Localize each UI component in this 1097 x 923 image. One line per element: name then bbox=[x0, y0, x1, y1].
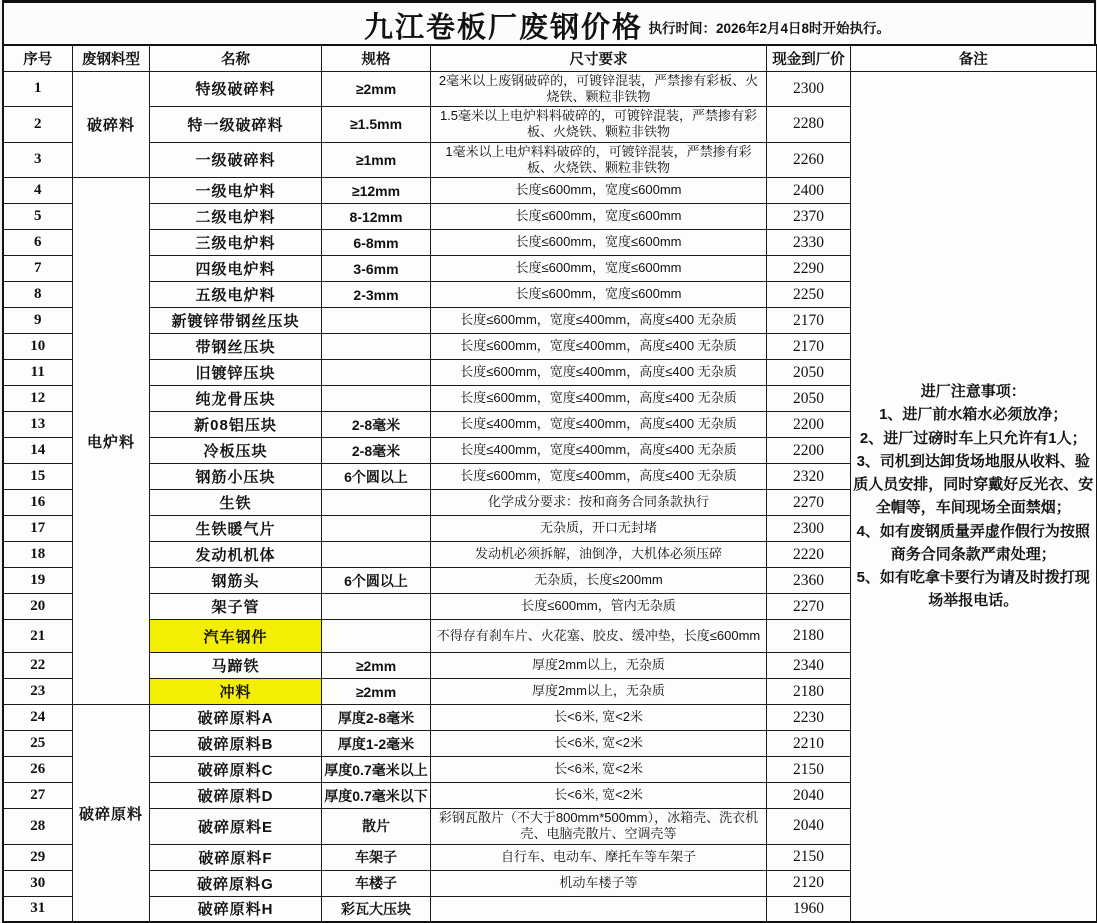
col-header-size: 尺寸要求 bbox=[431, 45, 767, 71]
price-table bbox=[2, 44, 1097, 923]
col-header-remark: 备注 bbox=[851, 45, 1097, 71]
material-name-cell: 纯龙骨压块 bbox=[150, 386, 322, 412]
spec-cell: 3-6mm bbox=[322, 256, 431, 282]
material-name-cell: 新镀锌带钢丝压块 bbox=[150, 308, 322, 334]
col-header-type: 废钢料型 bbox=[73, 45, 150, 71]
price-cell: 2220 bbox=[767, 542, 851, 568]
material-name-cell: 破碎原料B bbox=[150, 731, 322, 757]
price-cell: 2120 bbox=[767, 870, 851, 896]
size-requirement-cell: 长<6米, 宽<2米 bbox=[431, 731, 767, 757]
row-number-cell: 10 bbox=[3, 334, 73, 360]
material-name-cell: 二级电炉料 bbox=[150, 204, 322, 230]
spec-cell: 车楼子 bbox=[322, 870, 431, 896]
row-number-cell: 2 bbox=[3, 107, 73, 143]
size-requirement-cell: 长度≤600mm，管内无杂质 bbox=[431, 594, 767, 620]
remark-item: 2、进厂过磅时车上只允许有1人； bbox=[853, 427, 1094, 450]
material-name-cell: 破碎原料G bbox=[150, 870, 322, 896]
price-cell: 2210 bbox=[767, 731, 851, 757]
price-cell: 2400 bbox=[767, 178, 851, 204]
spec-cell: 8-12mm bbox=[322, 204, 431, 230]
spec-cell: 2-8毫米 bbox=[322, 438, 431, 464]
material-name-cell: 钢筋头 bbox=[150, 568, 322, 594]
row-number-cell: 22 bbox=[3, 653, 73, 679]
price-cell: 2330 bbox=[767, 230, 851, 256]
spec-cell: 6个圆以上 bbox=[322, 464, 431, 490]
row-number-cell: 13 bbox=[3, 412, 73, 438]
material-name-cell: 架子管 bbox=[150, 594, 322, 620]
row-number-cell: 26 bbox=[3, 757, 73, 783]
price-cell: 2360 bbox=[767, 568, 851, 594]
material-name-cell: 发动机机体 bbox=[150, 542, 322, 568]
spec-cell bbox=[322, 542, 431, 568]
title-bar bbox=[2, 3, 1096, 44]
row-number-cell: 11 bbox=[3, 360, 73, 386]
spec-cell bbox=[322, 386, 431, 412]
spec-cell: 2-8毫米 bbox=[322, 412, 431, 438]
spec-cell: ≥12mm bbox=[322, 178, 431, 204]
price-cell: 2170 bbox=[767, 308, 851, 334]
page-title: 九江卷板厂废钢价格 bbox=[344, 5, 664, 46]
price-cell: 2260 bbox=[767, 142, 851, 178]
spec-cell bbox=[322, 620, 431, 653]
price-cell: 2280 bbox=[767, 107, 851, 143]
material-name-cell: 破碎原料H bbox=[150, 896, 322, 922]
size-requirement-cell: 长<6米, 宽<2米 bbox=[431, 705, 767, 731]
material-name-cell: 特一级破碎料 bbox=[150, 107, 322, 143]
remarks-cell bbox=[851, 71, 1097, 922]
price-cell: 2050 bbox=[767, 386, 851, 412]
size-requirement-cell: 长度≤600mm，宽度≤400mm，高度≤400 无杂质 bbox=[431, 308, 767, 334]
size-requirement-cell: 2毫米以上废钢破碎的，可镀锌混装，严禁掺有彩板、火烧铁、颗粒非铁物 bbox=[431, 71, 767, 107]
header-row bbox=[3, 45, 1097, 71]
spec-cell: 6-8mm bbox=[322, 230, 431, 256]
size-requirement-cell: 1.5毫米以上电炉料料破碎的，可镀锌混装，严禁掺有彩板、火烧铁、颗粒非铁物 bbox=[431, 107, 767, 143]
row-number-cell: 20 bbox=[3, 594, 73, 620]
size-requirement-cell: 长度≤400mm，宽度≤400mm，高度≤400 无杂质 bbox=[431, 438, 767, 464]
size-requirement-cell: 长<6米, 宽<2米 bbox=[431, 783, 767, 809]
remark-item: 3、司机到达卸货场地服从收料、验质人员安排，同时穿戴好反光衣、安全帽等，车间现场全面禁烟； bbox=[853, 450, 1094, 520]
size-requirement-cell: 1毫米以上电炉料料破碎的，可镀锌混装，严禁掺有彩板、火烧铁、颗粒非铁物 bbox=[431, 142, 767, 178]
col-header-no: 序号 bbox=[3, 45, 73, 71]
material-name-cell: 旧镀锌压块 bbox=[150, 360, 322, 386]
spec-cell: 厚度2-8毫米 bbox=[322, 705, 431, 731]
row-number-cell: 4 bbox=[3, 178, 73, 204]
row-number-cell: 31 bbox=[3, 896, 73, 922]
material-name-cell: 三级电炉料 bbox=[150, 230, 322, 256]
material-name-cell: 破碎原料A bbox=[150, 705, 322, 731]
row-number-cell: 21 bbox=[3, 620, 73, 653]
row-number-cell: 28 bbox=[3, 809, 73, 845]
row-number-cell: 1 bbox=[3, 71, 73, 107]
price-cell: 2290 bbox=[767, 256, 851, 282]
material-name-cell: 一级电炉料 bbox=[150, 178, 322, 204]
row-number-cell: 8 bbox=[3, 282, 73, 308]
spec-cell: 厚度0.7毫米以下 bbox=[322, 783, 431, 809]
row-number-cell: 27 bbox=[3, 783, 73, 809]
row-number-cell: 14 bbox=[3, 438, 73, 464]
row-number-cell: 18 bbox=[3, 542, 73, 568]
row-number-cell: 15 bbox=[3, 464, 73, 490]
remarks-text bbox=[853, 380, 1094, 613]
row-number-cell: 17 bbox=[3, 516, 73, 542]
size-requirement-cell: 自行车、电动车、摩托车等车架子 bbox=[431, 844, 767, 870]
row-number-cell: 5 bbox=[3, 204, 73, 230]
material-name-cell: 破碎原料E bbox=[150, 809, 322, 845]
remark-item: 1、进厂前水箱水必须放净； bbox=[853, 403, 1094, 426]
spec-cell: ≥2mm bbox=[322, 71, 431, 107]
size-requirement-cell: 化学成分要求：按和商务合同条款执行 bbox=[431, 490, 767, 516]
material-name-cell: 冲料 bbox=[150, 679, 322, 705]
material-name-cell: 汽车钢件 bbox=[150, 620, 322, 653]
spec-cell: 车架子 bbox=[322, 844, 431, 870]
spec-cell: 2-3mm bbox=[322, 282, 431, 308]
material-name-cell: 五级电炉料 bbox=[150, 282, 322, 308]
material-name-cell: 破碎原料C bbox=[150, 757, 322, 783]
size-requirement-cell: 机动车楼子等 bbox=[431, 870, 767, 896]
price-cell: 2370 bbox=[767, 204, 851, 230]
table-row bbox=[3, 71, 1097, 107]
spec-cell bbox=[322, 360, 431, 386]
price-cell: 2040 bbox=[767, 783, 851, 809]
size-requirement-cell: 无杂质，长度≤200mm bbox=[431, 568, 767, 594]
price-cell: 2270 bbox=[767, 490, 851, 516]
spec-cell bbox=[322, 490, 431, 516]
material-name-cell: 钢筋小压块 bbox=[150, 464, 322, 490]
material-name-cell: 带钢丝压块 bbox=[150, 334, 322, 360]
remark-item: 5、如有吃拿卡要行为请及时拨打现场举报电话。 bbox=[853, 566, 1094, 613]
size-requirement-cell: 彩钢瓦散片（不大于800mm*500mm），冰箱壳、洗衣机壳、电脑壳散片、空调壳等 bbox=[431, 809, 767, 845]
price-cell: 1960 bbox=[767, 896, 851, 922]
scrap-type-group-cell: 破碎料 bbox=[73, 71, 150, 178]
price-cell: 2200 bbox=[767, 438, 851, 464]
size-requirement-cell: 不得存有刹车片、火花塞、胶皮、缓冲垫，长度≤600mm bbox=[431, 620, 767, 653]
size-requirement-cell: 长度≤600mm，宽度≤400mm，高度≤400 无杂质 bbox=[431, 360, 767, 386]
row-number-cell: 7 bbox=[3, 256, 73, 282]
size-requirement-cell: 发动机必须拆解，油倒净，大机体必须压碎 bbox=[431, 542, 767, 568]
spec-cell: 厚度1-2毫米 bbox=[322, 731, 431, 757]
size-requirement-cell: 长度≤600mm，宽度≤600mm bbox=[431, 178, 767, 204]
price-cell: 2170 bbox=[767, 334, 851, 360]
material-name-cell: 特级破碎料 bbox=[150, 71, 322, 107]
size-requirement-cell: 长度≤600mm，宽度≤600mm bbox=[431, 204, 767, 230]
row-number-cell: 16 bbox=[3, 490, 73, 516]
size-requirement-cell: 长度≤600mm，宽度≤400mm，高度≤400 无杂质 bbox=[431, 464, 767, 490]
price-cell: 2270 bbox=[767, 594, 851, 620]
size-requirement-cell: 长度≤600mm，宽度≤600mm bbox=[431, 282, 767, 308]
spec-cell: 厚度0.7毫米以上 bbox=[322, 757, 431, 783]
scrap-type-group-cell: 破碎原料 bbox=[73, 705, 150, 923]
row-number-cell: 9 bbox=[3, 308, 73, 334]
price-cell: 2150 bbox=[767, 757, 851, 783]
size-requirement-cell: 厚度2mm以上，无杂质 bbox=[431, 653, 767, 679]
row-number-cell: 30 bbox=[3, 870, 73, 896]
col-header-spec: 规格 bbox=[322, 45, 431, 71]
material-name-cell: 新08铝压块 bbox=[150, 412, 322, 438]
remark-item: 4、如有废钢质量弄虚作假行为按照商务合同条款严肃处理； bbox=[853, 520, 1094, 567]
price-cell: 2230 bbox=[767, 705, 851, 731]
row-number-cell: 19 bbox=[3, 568, 73, 594]
price-cell: 2150 bbox=[767, 844, 851, 870]
spec-cell bbox=[322, 334, 431, 360]
price-sheet-page bbox=[2, 0, 1096, 894]
material-name-cell: 四级电炉料 bbox=[150, 256, 322, 282]
spec-cell: ≥2mm bbox=[322, 679, 431, 705]
price-cell: 2200 bbox=[767, 412, 851, 438]
spec-cell bbox=[322, 594, 431, 620]
spec-cell: ≥1mm bbox=[322, 142, 431, 178]
size-requirement-cell: 长度≤600mm，宽度≤600mm bbox=[431, 230, 767, 256]
size-requirement-cell bbox=[431, 896, 767, 922]
spec-cell: 彩瓦大压块 bbox=[322, 896, 431, 922]
material-name-cell: 一级破碎料 bbox=[150, 142, 322, 178]
price-cell: 2340 bbox=[767, 653, 851, 679]
material-name-cell: 生铁暖气片 bbox=[150, 516, 322, 542]
spec-cell bbox=[322, 516, 431, 542]
col-header-price: 现金到厂价 bbox=[767, 45, 851, 71]
row-number-cell: 6 bbox=[3, 230, 73, 256]
size-requirement-cell: 厚度2mm以上，无杂质 bbox=[431, 679, 767, 705]
size-requirement-cell: 长度≤400mm，宽度≤400mm，高度≤400 无杂质 bbox=[431, 412, 767, 438]
row-number-cell: 3 bbox=[3, 142, 73, 178]
material-name-cell: 破碎原料F bbox=[150, 844, 322, 870]
price-cell: 2040 bbox=[767, 809, 851, 845]
row-number-cell: 24 bbox=[3, 705, 73, 731]
price-cell: 2250 bbox=[767, 282, 851, 308]
scrap-type-group-cell: 电炉料 bbox=[73, 178, 150, 705]
row-number-cell: 29 bbox=[3, 844, 73, 870]
size-requirement-cell: 无杂质，开口无封堵 bbox=[431, 516, 767, 542]
spec-cell: ≥1.5mm bbox=[322, 107, 431, 143]
price-cell: 2180 bbox=[767, 679, 851, 705]
size-requirement-cell: 长度≤600mm，宽度≤400mm，高度≤400 无杂质 bbox=[431, 334, 767, 360]
size-requirement-cell: 长度≤600mm，宽度≤600mm bbox=[431, 256, 767, 282]
spec-cell: ≥2mm bbox=[322, 653, 431, 679]
row-number-cell: 25 bbox=[3, 731, 73, 757]
size-requirement-cell: 长<6米, 宽<2米 bbox=[431, 757, 767, 783]
size-requirement-cell: 长度≤600mm，宽度≤400mm，高度≤400 无杂质 bbox=[431, 386, 767, 412]
spec-cell: 6个圆以上 bbox=[322, 568, 431, 594]
price-cell: 2300 bbox=[767, 516, 851, 542]
price-cell: 2300 bbox=[767, 71, 851, 107]
material-name-cell: 冷板压块 bbox=[150, 438, 322, 464]
remarks-heading: 进厂注意事项： bbox=[853, 380, 1094, 403]
row-number-cell: 23 bbox=[3, 679, 73, 705]
material-name-cell: 马蹄铁 bbox=[150, 653, 322, 679]
col-header-name: 名称 bbox=[150, 45, 322, 71]
spec-cell bbox=[322, 308, 431, 334]
row-number-cell: 12 bbox=[3, 386, 73, 412]
material-name-cell: 生铁 bbox=[150, 490, 322, 516]
material-name-cell: 破碎原料D bbox=[150, 783, 322, 809]
price-cell: 2180 bbox=[767, 620, 851, 653]
spec-cell: 散片 bbox=[322, 809, 431, 845]
execution-time: 执行时间：2026年2月4日8时开始执行。 bbox=[649, 17, 891, 37]
price-cell: 2050 bbox=[767, 360, 851, 386]
price-cell: 2320 bbox=[767, 464, 851, 490]
